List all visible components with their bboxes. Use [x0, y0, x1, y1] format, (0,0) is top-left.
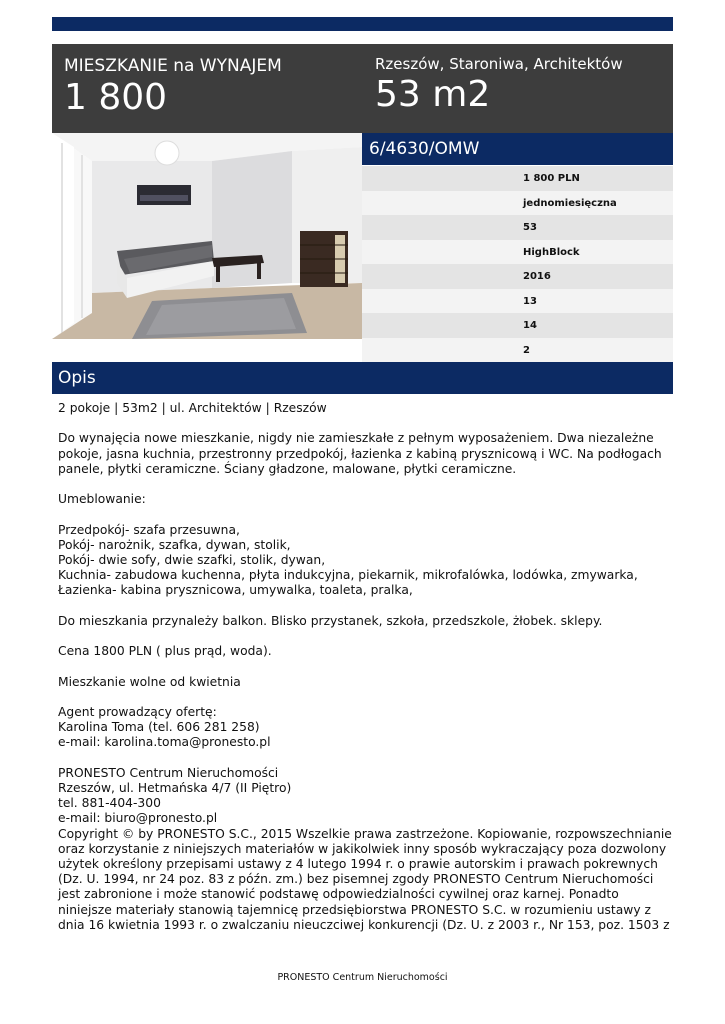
availability-note: Mieszkanie wolne od kwietnia	[58, 674, 241, 689]
agent-line: Karolina Toma (tel. 606 281 258)	[58, 720, 260, 735]
description-body	[58, 401, 673, 933]
footer-company: PRONESTO Centrum Nieruchomości	[277, 972, 448, 983]
description-section-header	[52, 362, 673, 394]
agent-line: Agent prowadzący ofertę:	[58, 704, 217, 719]
detail-row-building-type: HighBlock	[362, 240, 673, 265]
copyright-notice: Copyright © by PRONESTO S.C., 2015 Wszelkie prawa zastrzeżone. Kopiowanie, rozpowszechnianie oraz korzystanie z niniejszych materiałów w jakikolwiek inny sposób wykraczający poza dozwolony użytek określony przepisami ustawy z 4 lutego 1994 r. o prawie autorskim i prawach pokrewnych (Dz. U. 1994, nr 24 poz. 83 z późn. zm.) bez pisemnej zgody PRONESTO Centrum Nieruchomości jest zabronione i może stanowić podstawę odpowiedzialności cywilnej oraz karnej. Ponadto niniejsze materiały stanowią tajemnicę przedsiębiorstwa PRONESTO S.C. w rozumieniu ustawy z dnia 16 kwietnia 1993 r. o zwalczaniu nieuczciwej konkurencji (Dz. U. z 2003 r., Nr 153, poz. 1503 z	[58, 826, 672, 932]
apartment-photo	[52, 133, 362, 339]
furnishing-item: Łazienka- kabina prysznicowa, umywalka, toaleta, pralka,	[58, 583, 413, 598]
furnishing-item: Przedpokój- szafa przesuwna,	[58, 522, 240, 537]
reference-bar	[362, 133, 673, 165]
section-title: Opis	[58, 368, 96, 388]
price-note: Cena 1800 PLN ( plus prąd, woda).	[58, 644, 272, 659]
detail-row-year: 2016	[362, 264, 673, 289]
furnishing-item: Kuchnia- zabudowa kuchenna, płyta indukcyjna, piekarnik, mikrofalówka, lodówka, zmywarka,	[58, 568, 638, 583]
listing-header	[52, 44, 673, 133]
furnishing-title: Umeblowanie:	[58, 492, 146, 507]
detail-row-rooms: 2	[362, 338, 673, 363]
company-line: Rzeszów, ul. Hetmańska 4/7 (II Piętro)	[58, 780, 292, 795]
summary-line: 2 pokoje | 53m2 | ul. Architektów | Rzeszów	[58, 401, 327, 415]
furnishing-item: Pokój- dwie sofy, dwie szafki, stolik, dywan,	[58, 552, 326, 567]
balcony-note: Do mieszkania przynależy balkon. Blisko przystanek, szkoła, przedszkole, żłobek. sklepy.	[58, 613, 603, 628]
reference-number: 6/4630/OMW	[369, 139, 480, 159]
detail-row-price: 1 800 PLN	[362, 166, 673, 191]
top-accent-bar	[52, 17, 673, 31]
company-line: e-mail: biuro@pronesto.pl	[58, 811, 218, 826]
company-line: tel. 881-404-300	[58, 796, 161, 811]
detail-row-floors-total: 14	[362, 313, 673, 338]
offer-type: MIESZKANIE na WYNAJEM	[64, 56, 282, 76]
location: Rzeszów, Staroniwa, Architektów	[375, 55, 623, 73]
furnishing-item: Pokój- narożnik, szafka, dywan, stolik,	[58, 537, 291, 552]
detail-row-rental-period: jednomiesięczna	[362, 191, 673, 216]
price-headline: 1 800	[64, 77, 168, 118]
company-line: PRONESTO Centrum Nieruchomości	[58, 765, 279, 780]
area-headline: 53 m2	[375, 74, 491, 115]
details-table	[362, 166, 673, 362]
agent-line: e-mail: karolina.toma@pronesto.pl	[58, 735, 271, 750]
detail-row-area: 53	[362, 215, 673, 240]
intro-paragraph: Do wynajęcia nowe mieszkanie, nigdy nie zamieszkałe z pełnym wyposażeniem. Dwa niezależne pokoje, jasna kuchnia, przestronny przedpokój, łazienka z kabiną prysznicową i WC. Na podłogach panele, płytki ceramiczne. Ściany gładzone, malowane, płytki ceramiczne.	[58, 431, 662, 476]
detail-row-floor: 13	[362, 289, 673, 314]
